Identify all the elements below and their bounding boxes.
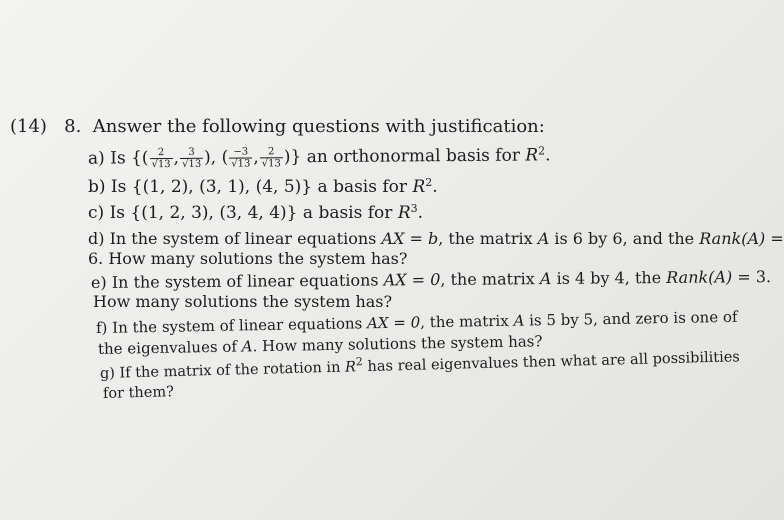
set-close: )} (283, 147, 302, 168)
question-e-label: e) (90, 272, 107, 292)
question-g-line1: g) If the matrix of the rotation in $R^2$ has real eigenvalues then what are all possibilities (99, 349, 740, 382)
fraction-1: $\frac{2}{√13}$ (149, 147, 172, 170)
question-b-label: b) (88, 177, 106, 197)
fraction-2: $\frac{3}{√13}$ (180, 147, 203, 170)
vector-separator: ), ( (204, 147, 229, 168)
points-label: (14) (10, 116, 47, 137)
problem-intro: Answer the following questions with justification: (92, 116, 545, 137)
problem-header (10, 117, 545, 137)
question-d-line2: 6. How many solutions the system has? (88, 249, 408, 268)
question-c: c) Is {(1, 2, 3), (3, 4, 4)} a basis for $R^3$. (88, 202, 424, 223)
question-a-rest: an orthonormal basis for (306, 145, 520, 168)
problem-number: 8. (64, 116, 82, 137)
question-a-is: Is (110, 148, 126, 169)
question-f-line1: f) In the system of linear equations AX = 0, the matrix A is 5 by 5, and zero is one of (95, 307, 738, 337)
question-f-label: f) (95, 318, 108, 337)
question-e-line2: How many solutions the system has? (93, 292, 393, 311)
question-c-label: c) (88, 203, 105, 223)
question-a-label: a) (87, 148, 105, 169)
set-open: {( (130, 148, 149, 169)
question-d-line1: d) In the system of linear equations AX = b, the matrix A is 6 by 6, and the Rank(A) = (88, 229, 784, 248)
question-e-line1: e) In the system of linear equations AX = 0, the matrix A is 4 by 4, the Rank(A) = 3. (90, 267, 772, 292)
question-d-label: d) (88, 229, 105, 248)
question-g-line2: for them? (102, 384, 175, 402)
question-c-text: Is {(1, 2, 3), (3, 4, 4)} a basis for (109, 203, 393, 223)
question-b: b) Is {(1, 2), (3, 1), (4, 5)} a basis for $R^2$. (88, 176, 438, 197)
fraction-3: $\frac{-3}{√13}$ (229, 146, 252, 169)
question-f-line2: the eigenvalues of A. How many solutions the system has? (97, 332, 543, 358)
question-b-text: Is {(1, 2), (3, 1), (4, 5)} a basis for (110, 177, 408, 197)
question-a: a) Is {( $\frac{2}{√13}$ , $\frac{3}{√13}$ ), ( $\frac{-3}{√13}$ , $\frac{2}{√13}$ )} an orthonormal basis for $R^2$. (87, 144, 551, 171)
fraction-4: $\frac{2}{√13}$ (260, 146, 283, 169)
question-g-label: g) (99, 365, 116, 382)
